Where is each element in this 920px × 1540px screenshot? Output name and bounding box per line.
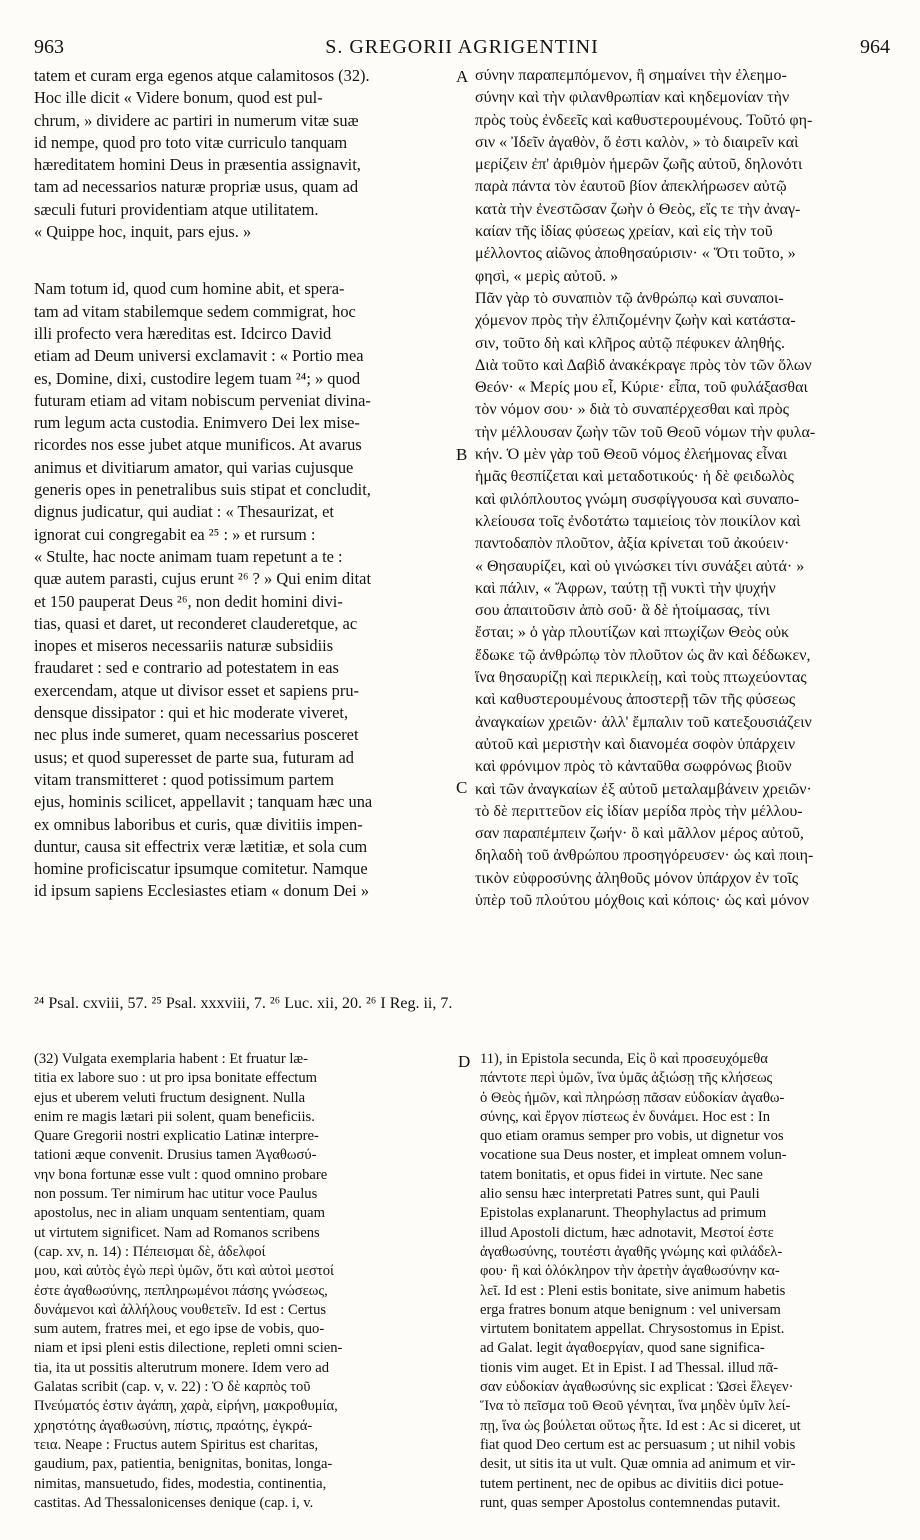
text-line: generis opes in penetralibus suis stipat et concludit, bbox=[34, 480, 371, 500]
text-line: ad Galat. legit ἀγαθοεργίαν, quod sane significa- bbox=[480, 1340, 765, 1357]
text-line: exercendam, atque ut divisor esset et sapiens pru- bbox=[34, 680, 359, 700]
text-line: « Stulte, hac nocte animam tuam repetunt a te : bbox=[34, 546, 343, 566]
text-line: ἔδωκε τῷ ἀνθρώπῳ τὸν πλοῦτον ὡς ἂν καὶ δέδωκεν, bbox=[475, 646, 811, 664]
text-line: non possum. Ter nimirum hac utitur voce Paulus bbox=[34, 1186, 318, 1203]
text-line: μέλλοντος αἰῶνος ἀποθησαύρισιν· « Ὅτι τοῦτο, » bbox=[475, 245, 796, 263]
text-line: id ipsum sapiens Ecclesiastes etiam « donum Dei » bbox=[34, 881, 370, 901]
text-line: σαν παραπέμπειν ζωήν· ὃ καὶ μᾶλλον μέρος αὐτοῦ, bbox=[475, 825, 804, 843]
text-line: Διὰ τοῦτο καὶ Δαβὶδ ἀνακέκραγε πρὸς τὸν τῶν ὅλων bbox=[475, 356, 812, 374]
text-line: σιν, τοῦτο δὴ καὶ κλῆρος αὐτῷ πέφυκεν ἀληθής. bbox=[475, 334, 785, 352]
page-number-right: 964 bbox=[860, 36, 890, 58]
text-line: et 150 pauperat Deus ²⁶, non dedit homini divi- bbox=[34, 591, 343, 611]
text-line: vocatione sua Deus noster, et impleat omnem volun- bbox=[480, 1147, 787, 1164]
text-line: runt, quas semper Apostolus contemnendas putavit. bbox=[480, 1494, 781, 1511]
text-line: (32) Vulgata exemplaria habent : Et fruatur læ- bbox=[34, 1051, 309, 1067]
text-line: μου, καὶ αὐτὸς ἐγὼ περὶ ὑμῶν, ὅτι καὶ αὐτοὶ μεστοί bbox=[34, 1263, 334, 1280]
text-line: virtutem bonitatem appellat. Chrysostomus in Epist. bbox=[480, 1321, 785, 1338]
text-line: tatem et curam erga egenos atque calamitosos (32). bbox=[34, 66, 370, 85]
text-line: κατὰ τὴν ἐνεστῶσαν ζωὴν ὁ Θεὸς, εἴς τε τὴν ἀναγ- bbox=[475, 200, 801, 218]
text-line: καὶ φιλόπλουτος γνώμη συσφίγγουσα καὶ συναπο- bbox=[475, 490, 800, 508]
text-line: tutem pertinent, nec de opibus ac divitiis dici potue- bbox=[480, 1475, 784, 1492]
latin-main-column bbox=[34, 65, 454, 903]
text-line: Πᾶν γὰρ τὸ συναπιὸν τῷ ἀνθρώπῳ καὶ συναποι- bbox=[475, 289, 784, 307]
text-line: tam ad necessarios naturæ propriæ usus, quam ad bbox=[34, 177, 359, 197]
latin-paragraph-1 bbox=[34, 65, 454, 243]
text-line: sum autem, fratres mei, et ego ipse de vobis, quo- bbox=[34, 1321, 325, 1338]
text-line: futuram etiam ad vitam nobiscum perveniat divina- bbox=[34, 390, 371, 410]
text-line: ut virtutem significet. Nam ad Romanos scribens bbox=[34, 1224, 320, 1241]
text-line: τεια. Neape : Fructus autem Spiritus est charitas, bbox=[34, 1436, 319, 1453]
text-line: Nam totum id, quod cum homine abit, et spera- bbox=[34, 279, 345, 299]
text-line: παρὰ πάντα τὸν ἑαυτοῦ βίον ἀπεκλήρωσεν αὐτῷ bbox=[475, 178, 787, 196]
text-line: καὶ πάλιν, « Ἄφρων, ταύτῃ τῇ νυκτὶ τὴν ψυχήν bbox=[475, 579, 776, 597]
text-line: sæculi futuri providentiam atque utilitatem. bbox=[34, 199, 319, 219]
text-line: animus et divitiarum amator, qui varias cujusque bbox=[34, 457, 354, 477]
margin-marker-b: B bbox=[456, 445, 468, 464]
text-line: etiam ad Deum universi exclamavit : « Portio mea bbox=[34, 346, 364, 366]
text-line: Hoc ille dicit « Videre bonum, quod est pul- bbox=[34, 88, 323, 108]
text-line: tias, quasi et daret, ut reconderet clauderetque, ac bbox=[34, 613, 358, 633]
text-line: μερίζειν ἐπ' ἀριθμὸν ἡμερῶν ζωῆς αὐτοῦ, δηλονότι bbox=[475, 156, 803, 174]
text-line: πῃ, ἵνα ὡς βούλεται οὕτως ἦτε. Id est : Ac si diceret, ut bbox=[480, 1417, 801, 1434]
text-line: τὴν μέλλουσαν ζωὴν τῶν τοῦ Θεοῦ νόμων τὴν φυλα- bbox=[475, 423, 816, 441]
text-line: homine proficiscatur ipsumque comitetur. Namque bbox=[34, 859, 368, 879]
text-line: ricordes nos esse jubet atque munificos. At avarus bbox=[34, 435, 362, 455]
text-line: vitam transmitteret : quod potissimum partem bbox=[34, 769, 334, 789]
text-line: « Quippe hoc, inquit, pars ejus. » bbox=[34, 222, 252, 242]
text-line: ἀναγκαίων χρειῶν· ἀλλ' ἔμπαλιν τοῦ κατεξουσιάζειν bbox=[475, 713, 812, 731]
margin-marker-a: A bbox=[456, 67, 469, 86]
text-line: καὶ τῶν ἀναγκαίων ἐξ αὐτοῦ μεταλαμβάνειν χρειῶν· bbox=[475, 780, 812, 798]
text-line: enim re magis lætari pii solent, quam beneficiis. bbox=[34, 1108, 315, 1125]
text-line: χρηστότης ἀγαθωσύνη, πίστις, πραότης, ἐγκρά- bbox=[34, 1417, 313, 1434]
text-line: ἡμᾶς θεσπίζεται καὶ μεταδοτικούς· ἡ δὲ φειδωλὸς bbox=[475, 468, 794, 486]
page-header bbox=[34, 36, 890, 60]
text-line: φησὶ, « μερὶς αὐτοῦ. » bbox=[475, 267, 619, 285]
text-line: ἀγαθωσύνης, τουτέστι ἀγαθῆς γνώμης καὶ φιλάδελ- bbox=[480, 1243, 783, 1260]
text-line: chrum, » dividere ac partiri in numerum vitæ suæ bbox=[34, 110, 359, 130]
text-line: Quare Gregorii nostri explicatio Latinæ interpre- bbox=[34, 1128, 319, 1145]
text-line: παντοδαπὸν πλοῦτον, ἀξία κρίνεται τοῦ ἀκούειν· bbox=[475, 535, 790, 553]
text-line: σαν εὐδοκίαν ἀγαθωσύνης sic explicat : Ὡσεὶ ἔλεγεν· bbox=[480, 1379, 794, 1396]
text-line: hæreditatem homini Deus in præsentia assignavit, bbox=[34, 155, 361, 175]
text-line: dignus judicatur, qui audiat : « Thesaurizat, et bbox=[34, 502, 334, 522]
latin-paragraph-2 bbox=[34, 278, 454, 902]
text-line: tam ad vitam stabilemque sedem commigrat, hoc bbox=[34, 301, 356, 321]
text-line: σύνην παραπεμπόμενον, ἣ σημαίνει τὴν ἐλεημο- bbox=[475, 67, 787, 84]
text-line: erga fratres bonum atque benignum : vel universam bbox=[480, 1301, 781, 1318]
text-line: tationi æque convenit. Drusius tamen Ἀγαθωσύ- bbox=[34, 1147, 317, 1164]
text-line: ὑπὲρ τοῦ πλούτου μόχθοις καὶ κόποις· ὡς καὶ μόνον bbox=[475, 891, 810, 909]
text-line: ejus, hominis scilicet, appellavit ; tanquam hæc una bbox=[34, 792, 373, 812]
text-line: καίαν τῆς ἰδίας φύσεως χρείαν, καὶ εἰς τὴν τοῦ bbox=[475, 223, 773, 241]
text-line: quæ autem parasti, cujus erunt ²⁶ ? » Qui enim ditat bbox=[34, 569, 372, 589]
text-line: ex omnibus laboribus et curis, quæ divitiis impen- bbox=[34, 814, 363, 834]
page-title: S. GREGORII AGRIGENTINI bbox=[325, 36, 599, 58]
text-line: ἵνα θησαυρίζῃ καὶ περικλείῃ, καὶ τοὺς πτωχεύοντας bbox=[475, 669, 807, 687]
text-line: illud Apostoli dictum, hæc adnotavit, Μεστοί ἐστε bbox=[480, 1224, 774, 1241]
text-line: niam et ipsi pleni estis dilectione, repleti omni scien- bbox=[34, 1340, 343, 1357]
text-line: ignorat cui congregabit ea ²⁵ : » et rursum : bbox=[34, 524, 316, 544]
text-line: nec plus inde sumeret, quam necessarius posceret bbox=[34, 725, 359, 745]
text-line: tia, ita ut possitis alterutrum monere. Idem vero ad bbox=[34, 1359, 330, 1376]
text-line: Epistolas explanarunt. Theophylactus ad primum bbox=[480, 1205, 767, 1222]
text-line: quo etiam oramus semper pro vobis, ut dignetur vos bbox=[480, 1128, 784, 1145]
text-line: tatem bonitatis, et opus fidei in virtute. Nec sane bbox=[480, 1166, 763, 1183]
text-line: ὁ Θεὸς ἡμῶν, καὶ πληρώσῃ πᾶσαν εὐδοκίαν ἀγαθω- bbox=[480, 1089, 785, 1106]
text-line: apostolus, nec in aliam unquam sententiam, quam bbox=[34, 1205, 325, 1222]
text-line: 11), in Epistola secunda, Εἰς ὃ καὶ προσευχόμεθα bbox=[480, 1051, 768, 1067]
text-line: καὶ καθυστερουμένους ἀποστερῇ τῶν τῆς φύσεως bbox=[475, 691, 796, 709]
text-line: ἐστε ἀγαθωσύνης, πεπληρωμένοι πάσης γνώσεως, bbox=[34, 1282, 328, 1299]
text-line: φου· ἢ καὶ ὁλόκληρον τὴν ἀρετὴν ἀγαθωσύνην κα- bbox=[480, 1263, 780, 1280]
text-line: σύνης, καὶ ἔργον πίστεως ἐν δυνάμει. Hoc est : In bbox=[480, 1108, 771, 1125]
text-line: τικὸν εὐφροσύνης ἀληθοῦς μόνον ὑπάρχον ἐν τοῖς bbox=[475, 869, 799, 887]
text-line: πάντοτε περὶ ὑμῶν, ἵνα ὑμᾶς ἀξιώσῃ τῆς κλήσεως bbox=[480, 1070, 773, 1087]
text-line: χόμενον πρὸς τὴν ἐλπιζομένην ζωὴν καὶ κατάστα- bbox=[475, 312, 796, 330]
text-line: gaudium, pax, patientia, benignitas, bonitas, longa- bbox=[34, 1456, 333, 1473]
footnote-column-right bbox=[480, 1050, 890, 1513]
text-line: inopes et miseros necessariis naturæ subsidiis bbox=[34, 636, 334, 656]
scripture-references: ²⁴ Psal. cxviii, 57. ²⁵ Psal. xxxviii, 7. ²⁶ Luc. xii, 20. ²⁶ I Reg. ii, 7. bbox=[34, 995, 453, 1012]
text-line: αὐτοῦ καὶ μεριστὴν καὶ διανομέα σοφὸν ὑπάρχειν bbox=[475, 735, 796, 753]
text-line: es, Domine, dixi, custodire legem tuam ²⁴; » quod bbox=[34, 368, 361, 388]
text-line: Galatas scribit (cap. v, v. 22) : Ὁ δὲ καρπὸς τοῦ bbox=[34, 1379, 311, 1396]
text-line: πρὸς τοὺς ἐνδεεῖς καὶ καθυστερουμένους. Τοῦτό φη- bbox=[475, 111, 813, 129]
text-line: Πνεύματός ἐστιν ἀγάπη, χαρὰ, εἰρήνη, μακροθυμία, bbox=[34, 1398, 338, 1415]
text-line: τὸν νόμον σου· » διὰ τὸ συναπέρχεσθαι καὶ πρὸς bbox=[475, 401, 789, 419]
text-line: ejus et uberem veluti fructum designent. Nulla bbox=[34, 1089, 306, 1106]
text-line: « Θησαυρίζει, καὶ οὐ γινώσκει τίνι συνάξει αὐτά· » bbox=[475, 557, 805, 575]
text-line: alio sensu hæc interpretati Patres sunt, qui Pauli bbox=[480, 1186, 760, 1203]
greek-text bbox=[475, 65, 890, 912]
text-line: id nempe, quod pro toto vitæ curriculo tanquam bbox=[34, 132, 348, 152]
text-line: δηλαδὴ τοῦ ἀνθρώπου προσηγόρευσεν· ὡς καὶ ποιη- bbox=[475, 847, 814, 865]
text-line: Θεόν· « Μερίς μου εἶ, Κύριε· εἶπα, τοῦ φυλάξασθαι bbox=[475, 379, 808, 397]
text-line: rum legum acta custodia. Enimvero Dei lex mise- bbox=[34, 413, 360, 433]
text-line: (cap. xv, n. 14) : Πέπεισμαι δὲ, ἀδελφοί bbox=[34, 1243, 266, 1260]
text-line: fraudaret : sed e contrario ad potestatem in eas bbox=[34, 658, 339, 678]
text-line: κλείουσα τοῖς ἐνδοτάτω ταμιείοις τὸν ποικίλον καὶ bbox=[475, 512, 801, 530]
text-line: fiat quod Deo certum est ac persuasum ; ut nihil vobis bbox=[480, 1436, 796, 1453]
text-line: illi profecto vera hæreditas est. Idcirco David bbox=[34, 323, 332, 343]
text-line: titia ex labore suo : ut pro ipsa bonitate effectum bbox=[34, 1070, 318, 1087]
text-line: castitas. Ad Thessalonicenses denique (cap. i, v. bbox=[34, 1494, 314, 1511]
text-line: σιν « Ἰδεῖν ἀγαθὸν, ὅ ἐστι καλὸν, » τὸ διαιρεῖν καὶ bbox=[475, 133, 799, 151]
text-line: λεῖ. Id est : Pleni estis bonitate, sive animum habetis bbox=[480, 1282, 786, 1299]
text-line: νην bona fortunæ esse vult : quod omnino probare bbox=[34, 1166, 328, 1183]
text-line: τὸ δὲ περιττεῦον εἰς ἰδίαν μερίδα πρὸς τὴν μέλλου- bbox=[475, 802, 803, 820]
margin-marker-c: C bbox=[456, 778, 468, 797]
text-line: Ἵνα τὸ πεῖσμα τοῦ Θεοῦ γένηται, ἵνα μηδὲν ὑμῖν λεί- bbox=[480, 1398, 791, 1415]
text-line: ἔσται; » ὁ γὰρ πλουτίζων καὶ πτωχίζων Θεὸς οὐκ bbox=[475, 624, 790, 642]
text-line: densque dissipator : qui et hic moderate viveret, bbox=[34, 703, 349, 723]
text-line: καὶ φρόνιμον πρὸς τὸ κἀνταῦθα σωφρόνως βιοῦν bbox=[475, 758, 792, 776]
text-line: desit, ut sitis ita ut vult. Quæ omnia ad animum et vir- bbox=[480, 1456, 796, 1473]
margin-marker-d: D bbox=[458, 1052, 471, 1071]
footnote-text-right bbox=[480, 1050, 890, 1513]
page-number-left: 963 bbox=[34, 36, 64, 58]
footnote-column-left bbox=[34, 1050, 449, 1513]
greek-main-column bbox=[475, 65, 890, 912]
text-line: σου ἀπαιτοῦσιν ἀπὸ σοῦ· ἃ δὲ ἡτοίμασας, τίνι bbox=[475, 602, 770, 620]
text-line: κήν. Ὁ μὲν γὰρ τοῦ Θεοῦ νόμος ἐλεήμονας εἶναι bbox=[475, 446, 788, 464]
text-line: δυνάμενοι καὶ ἀλλήλους νουθετεῖν. Id est : Certus bbox=[34, 1301, 327, 1318]
footnote-text-left bbox=[34, 1050, 449, 1513]
text-line: duntur, causa sit effectrix veræ lætitiæ, et sola cum bbox=[34, 836, 368, 856]
text-line: usus; et quod superesset de parte sua, futuram ad bbox=[34, 747, 354, 767]
text-line: tionis vim auget. Et in Epist. I ad Thessal. illud πᾶ- bbox=[480, 1359, 779, 1376]
text-line: nimitas, mansuetudo, fides, modestia, continentia, bbox=[34, 1475, 327, 1492]
text-line: σύνην καὶ τὴν φιλανθρωπίαν καὶ κηδεμονίαν τὴν bbox=[475, 89, 790, 107]
